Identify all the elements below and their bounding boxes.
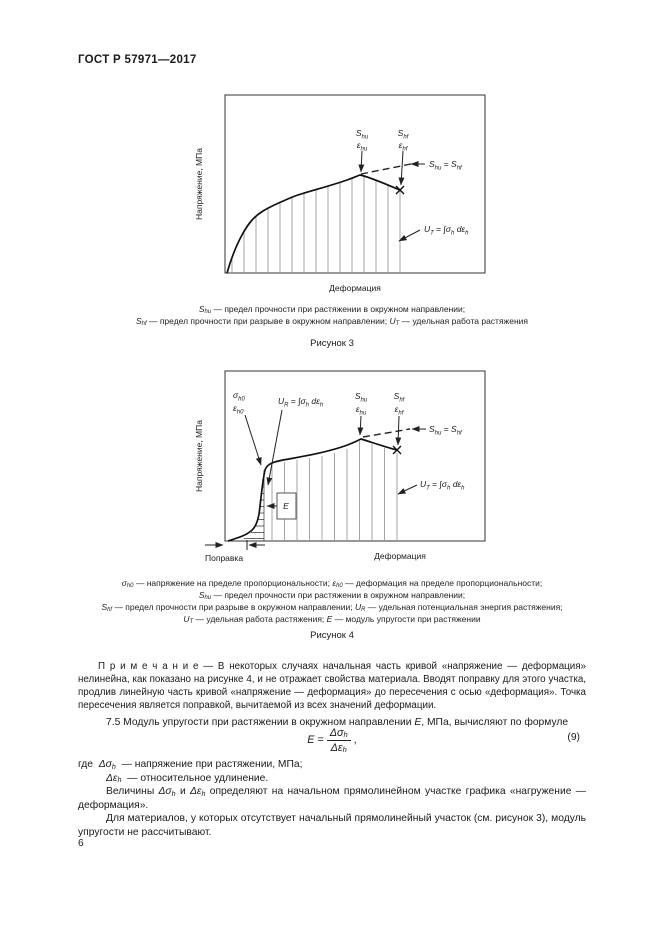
formula-9 (78, 722, 586, 758)
formula-number: (9) (567, 732, 580, 743)
formula-lhs: E (307, 734, 315, 746)
fig4-caption-line: $U_T$ — удельная работа растяжения; E — модуль упругости при растяжении (183, 614, 481, 626)
fig3-caption-line: $S_{hu}$ — предел прочности при растяжении в окружном направлении; (198, 304, 466, 316)
formula-numerator: $\Delta\sigma_h$ (327, 727, 351, 741)
figure-4-chart (185, 368, 510, 573)
fig3-shu-label: $S_{hu}$ (355, 128, 369, 141)
fig3-caption-line: $S_{hf}$ — предел прочности при разрыве в окружном направлении; $U_T$ — удельная работа растяжения (135, 316, 529, 328)
fig3-y-axis-label: Напряжение, МПа (194, 148, 204, 220)
fig4-title: Рисунок 4 (310, 630, 354, 641)
fig4-caption (70, 577, 594, 625)
fig4-equality-label: $S_{hu} = S_{hf}$ (429, 424, 462, 437)
fig4-shu-label: $S_{hu}$ (354, 391, 368, 404)
formula-equals: = (317, 734, 324, 746)
fig4-shf-label: $S_{hf}$ (393, 391, 405, 404)
formula-comma: , (353, 734, 357, 746)
document-header: ГОСТ Р 57971—2017 (78, 54, 197, 66)
where-block (78, 758, 586, 839)
fig3-equality-label: $S_{hu} = S_{hf}$ (429, 159, 462, 172)
fig4-elastic-strip-hatching (244, 470, 264, 541)
fig3-stress-strain-curve (227, 175, 400, 273)
fig3-ut-label: $U_T = \int\sigma_h$ $d\varepsilon_h$ (424, 224, 469, 237)
materials-paragraph: Для материалов, у которых отсутствует начальный прямолинейный участок (см. рисунок 3), модуль упругости не рассчитывают. (78, 813, 586, 838)
fig4-sigma0-label: $\sigma_{h0}$ (233, 390, 245, 403)
fig4-ut-arrow (398, 485, 417, 494)
fig4-caption-line: $S_{hf}$ — предел прочности при разрыве в окружном направлении; $U_R$ — удельная потенциальная энергия растяжения; (101, 602, 563, 614)
where-line-eps: $\Delta\varepsilon_h$ — относительное удлинение. (106, 772, 269, 785)
fig4-ehf-label: $\varepsilon_{hf}$ (394, 404, 404, 417)
where-line-sigma: где $\Delta\sigma_h$ — напряжение при растяжении, МПа; (78, 759, 303, 771)
figure-3-chart (185, 88, 510, 303)
fig4-ehu-label: $\varepsilon_{hu}$ (355, 404, 367, 417)
fig3-shu-arrow (361, 151, 362, 172)
formula-fraction (327, 727, 351, 754)
fig3-caption (70, 303, 594, 327)
fig3-plot-box (225, 95, 485, 273)
fig4-shu-arrow (360, 416, 361, 435)
fig4-eps0-label: $\varepsilon_{h0}$ (233, 403, 244, 416)
note-paragraph: П р и м е ч а н и е — В некоторых случаях начальная часть кривой «напряжение — деформация» нелинейна, как показано на рисунке 4, и не отражает свойства материала. Вводят поправку для этого участка, продлив линейную часть кривой «напряжение — деформация» до пересечения с осью «деформация». Точка пересечения является поправкой, вычитаемой из всех значений деформации. (78, 660, 586, 712)
fig3-shf-arrow (401, 151, 403, 185)
fig4-correction-label: Поправка (205, 553, 244, 563)
page-number: 6 (78, 838, 84, 849)
fig4-caption-line: $\sigma_{h0}$ — напряжение на пределе пропорциональности; $\varepsilon_{h0}$ — деформация на пределе пропорциональности; (121, 578, 543, 590)
fig4-ut-label: $U_T = \int\sigma_h$ $d\varepsilon_h$ (420, 479, 465, 492)
fig4-sigma0-arrow (245, 415, 261, 465)
fig3-x-axis-label: Деформация (329, 283, 381, 293)
fig4-ur-arrow (268, 410, 282, 485)
fig3-ehu-label: $\varepsilon_{hu}$ (356, 140, 368, 153)
fig4-modulus-label: E (283, 501, 289, 511)
fig4-dashed-extension (363, 429, 410, 437)
fig4-y-axis-label: Напряжение, МПа (194, 420, 204, 492)
fig4-shf-arrow (398, 416, 399, 445)
fig4-x-axis-label: Деформация (374, 551, 426, 561)
fig3-ut-arrow (399, 230, 420, 241)
fig3-shf-label: $S_{hf}$ (397, 128, 409, 141)
fig3-ehf-label: $\varepsilon_{hf}$ (398, 140, 408, 153)
values-paragraph: Величины $\Delta\sigma_h$ и $\Delta\varepsilon_h$ определяют на начальном прямолинейном участке графика «нагружение — деформация». (78, 786, 587, 811)
fig3-title: Рисунок 3 (310, 338, 354, 349)
fig4-area-hatching (272, 441, 397, 540)
fig4-caption-line: $S_{hu}$ — предел прочности при растяжении в окружном направлении; (198, 590, 466, 602)
section-7-5-paragraph: 7.5 Модуль упругости при растяжении в окружном направлении E, МПа, вычисляют по формуле (106, 717, 569, 729)
fig3-dashed-extension (361, 164, 411, 174)
formula-denominator: $\Delta\varepsilon_h$ (330, 741, 347, 755)
fig4-ur-label: $U_R = \int\sigma_h$ $d\varepsilon_h$ (278, 396, 324, 409)
